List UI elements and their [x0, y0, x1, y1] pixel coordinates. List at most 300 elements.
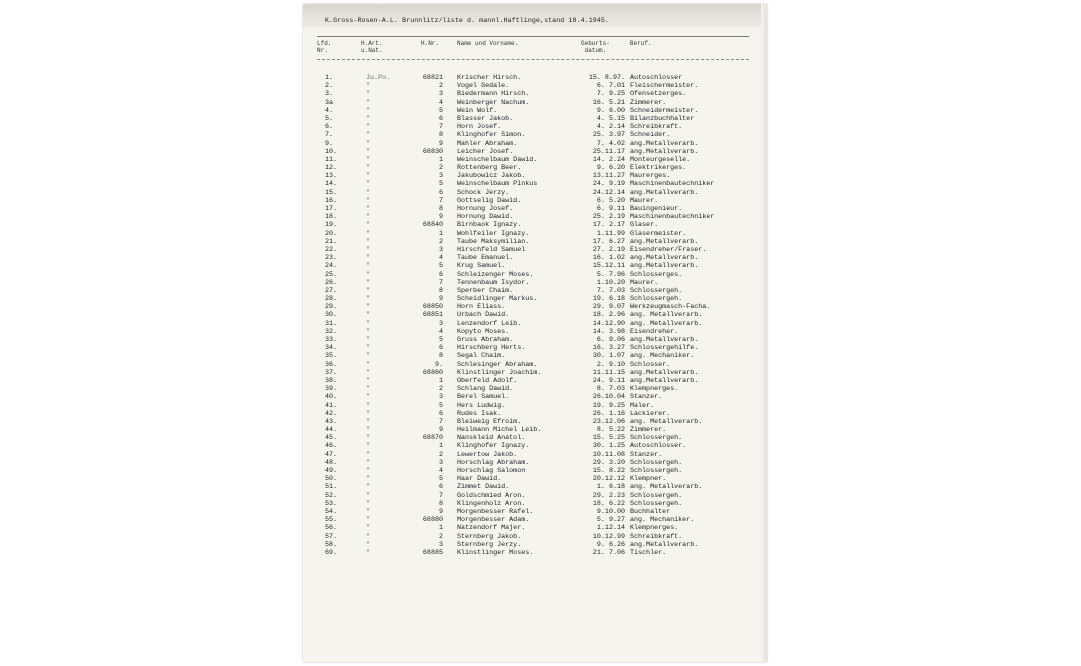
row-prisoner-number: 5 — [438, 475, 443, 484]
header-date: Geburts- datum. — [581, 40, 610, 54]
row-prisoner-number: 1 — [438, 376, 443, 385]
list-row — [303, 500, 767, 508]
row-number: 49. — [325, 467, 338, 475]
row-category: " — [366, 434, 371, 443]
row-birth-date: 14.12.90 — [592, 319, 625, 328]
row-birth-date: 1.11.99 — [596, 229, 625, 238]
row-category: " — [366, 319, 371, 328]
row-birth-date: 9. 6.00 — [596, 106, 625, 115]
row-name: Schlang Dawid. — [457, 385, 514, 394]
row-occupation: ang.Metallverarb. — [630, 147, 699, 156]
row-name: Jakubowicz Jakob. — [457, 172, 526, 181]
row-category: " — [366, 164, 371, 173]
row-birth-date: 4. 5.15 — [596, 114, 625, 123]
row-name: Goldschmied Aron. — [457, 491, 526, 500]
row-birth-date: 6. 7.01 — [596, 82, 625, 91]
row-prisoner-number: 3 — [438, 90, 443, 99]
row-birth-date: 25.11.17 — [592, 147, 625, 156]
row-prisoner-number: 8 — [438, 286, 443, 295]
row-birth-date: 13.11.27 — [592, 172, 625, 181]
row-number: 35. — [325, 352, 338, 361]
row-birth-date: 19. 6.18 — [592, 295, 625, 304]
list-row — [303, 221, 767, 229]
row-occupation: Maurer. — [630, 278, 659, 287]
row-category: " — [366, 458, 371, 467]
row-number: 42. — [325, 409, 338, 418]
row-birth-date: 14. 3.98 — [592, 327, 625, 336]
row-category: Ju.Po. — [366, 74, 391, 82]
header-name: Name und Vorname. — [457, 40, 519, 47]
row-category: " — [366, 524, 371, 533]
row-birth-date: 20.12.12 — [592, 475, 625, 484]
row-birth-date: 18. 2.96 — [592, 311, 625, 320]
row-number: 41. — [325, 401, 338, 410]
row-category: " — [366, 237, 371, 246]
row-category: " — [366, 393, 371, 402]
document-title: K.Gross-Rosen-A.L. Brunnlitz/liste d. mannl.Haftlinge,stand 18.4.1945. — [325, 17, 609, 24]
row-name: Haar Dawid. — [457, 475, 502, 484]
header-art: H.Art. u.Nat. — [361, 40, 383, 54]
row-name: Hornung Josef. — [457, 205, 514, 213]
row-name: Horn Eliass. — [457, 303, 506, 312]
row-name: Klinghofer Simon. — [457, 131, 526, 140]
row-category: " — [366, 98, 371, 107]
row-number: 46. — [325, 442, 338, 451]
row-category: " — [366, 376, 371, 385]
row-number: 44. — [325, 426, 338, 435]
list-row — [303, 524, 767, 532]
row-name: Morgenbesser Rafel. — [457, 507, 534, 516]
row-prisoner-number: 7 — [438, 196, 443, 205]
row-occupation: ang. Metallverarb. — [630, 311, 703, 320]
row-occupation: Stanzer. — [630, 393, 663, 402]
row-occupation: Schneidermeister. — [630, 106, 699, 115]
row-birth-date: 7. 7.03 — [596, 286, 625, 295]
list-row — [303, 180, 767, 188]
row-birth-date: 15.12.11 — [592, 262, 625, 271]
list-row — [303, 426, 767, 434]
row-number: 30. — [325, 311, 338, 320]
row-prisoner-number: 7 — [438, 123, 443, 132]
row-number: 21. — [325, 237, 338, 246]
row-prisoner-number: 4 — [438, 254, 443, 263]
row-occupation: ang. Mechaniker. — [630, 516, 695, 525]
row-occupation: Schlossergeh. — [630, 286, 683, 295]
row-occupation: Klempner. — [630, 475, 667, 484]
row-number: 32. — [325, 327, 338, 336]
list-row — [303, 451, 767, 459]
list-row — [303, 434, 767, 442]
row-category: " — [366, 409, 371, 418]
row-number: 53. — [325, 499, 338, 508]
row-number: 2. — [325, 82, 334, 91]
row-prisoner-number: 2 — [438, 237, 443, 246]
row-category: " — [366, 401, 371, 410]
row-number: 47. — [325, 450, 338, 459]
row-occupation: ang.Metallverarb. — [630, 139, 699, 148]
list-row — [303, 442, 767, 450]
row-birth-date: 9. 6.20 — [596, 164, 625, 173]
row-number: 58. — [325, 540, 338, 549]
row-prisoner-number: 4 — [438, 98, 443, 107]
row-category: " — [366, 155, 371, 164]
row-prisoner-number: 3 — [438, 319, 443, 328]
row-prisoner-number: 7 — [438, 278, 443, 287]
list-row — [303, 320, 767, 328]
row-occupation: Schneider. — [630, 131, 671, 140]
row-occupation: Schlossergeh. — [630, 434, 683, 443]
list-row — [303, 483, 767, 491]
list-row — [303, 459, 767, 467]
row-number: 15. — [325, 188, 338, 197]
row-number: 1. — [325, 74, 334, 82]
row-name: Sternberg Jakob. — [457, 532, 522, 541]
row-number: 43. — [325, 417, 338, 426]
row-name: Segal Chaim. — [457, 352, 506, 361]
row-prisoner-number: 2 — [438, 82, 443, 91]
row-birth-date: 17. 2.17 — [592, 221, 625, 230]
row-name: Krug Samuel. — [457, 262, 506, 271]
list-row — [303, 361, 767, 369]
row-name: Schleizenger Moses. — [457, 270, 534, 279]
row-name: Natzendorf Majer. — [457, 524, 526, 533]
list-row — [303, 156, 767, 164]
row-name: Morgenbesser Adam. — [457, 516, 530, 525]
row-category: " — [366, 229, 371, 238]
list-row — [303, 99, 767, 107]
row-name: Krischer Hirsch. — [457, 74, 522, 82]
row-prisoner-number: 8 — [438, 131, 443, 140]
row-birth-date: 30. 1.25 — [592, 442, 625, 451]
row-category: " — [366, 475, 371, 484]
row-prisoner-number: 9. — [434, 360, 443, 369]
row-number: 50. — [325, 475, 338, 484]
row-prisoner-number: 3 — [438, 458, 443, 467]
row-name: Hers Ludwig. — [457, 401, 506, 410]
row-category: " — [366, 147, 371, 156]
list-row — [303, 303, 767, 311]
row-birth-date: 1.12.14 — [596, 524, 625, 533]
list-row — [303, 295, 767, 303]
list-row — [303, 402, 767, 410]
row-name: Kopyto Moses. — [457, 327, 510, 336]
list-row — [303, 131, 767, 139]
row-category: " — [366, 213, 371, 222]
row-number: 31. — [325, 319, 338, 328]
row-category: " — [366, 262, 371, 271]
list-row — [303, 508, 767, 516]
row-category: " — [366, 327, 371, 336]
row-birth-date: 25. 2.19 — [592, 213, 625, 222]
row-category: " — [366, 114, 371, 123]
row-number: 39. — [325, 385, 338, 394]
row-number: 54. — [325, 507, 338, 516]
list-row — [303, 393, 767, 401]
row-birth-date: 8. 7.03 — [596, 385, 625, 394]
row-category: " — [366, 188, 371, 197]
row-name: Sperber Chaim. — [457, 286, 514, 295]
row-number: 56. — [325, 524, 338, 533]
row-prisoner-number: 5 — [438, 262, 443, 271]
row-birth-date: 25. 3.97 — [592, 131, 625, 140]
row-birth-date: 11.11.15 — [592, 368, 625, 377]
row-name: Bleiweig Efroim. — [457, 417, 522, 426]
row-category: " — [366, 491, 371, 500]
row-number: 16. — [325, 196, 338, 205]
row-name: Lewertow Jakob. — [457, 450, 518, 459]
row-category: " — [366, 303, 371, 312]
list-row — [303, 516, 767, 524]
row-name: Leicher Josef. — [457, 147, 514, 156]
row-name: Heilmann Michel Leib. — [457, 426, 542, 435]
row-name: Klinstlinger Joachim. — [457, 368, 542, 377]
row-birth-date: 29. 3.20 — [592, 458, 625, 467]
list-row — [303, 352, 767, 360]
row-occupation: Glaser. — [630, 221, 659, 230]
row-birth-date: 16. 3.27 — [592, 344, 625, 353]
row-name: Berel Samuel. — [457, 393, 510, 402]
row-occupation: Lackierer. — [630, 409, 671, 418]
row-occupation: ang. Mechaniker. — [630, 352, 695, 361]
row-birth-date: 23.12.06 — [592, 417, 625, 426]
row-occupation: Fleischermeister. — [630, 82, 699, 91]
row-prisoner-number: 68880 — [422, 516, 443, 525]
row-occupation: Schreibkraft. — [630, 532, 683, 541]
row-occupation: Schlossergeh. — [630, 467, 683, 475]
row-category: " — [366, 467, 371, 475]
prisoner-list — [303, 74, 767, 557]
row-number: 20. — [325, 229, 338, 238]
row-number: 69. — [325, 548, 338, 557]
row-birth-date: 2. 9.10 — [596, 360, 625, 369]
row-prisoner-number: 3 — [438, 245, 443, 254]
page-top-fold — [303, 4, 767, 28]
row-birth-date: 26.10.04 — [592, 393, 625, 402]
row-birth-date: 7. 4.02 — [596, 139, 625, 148]
row-prisoner-number: 6 — [438, 483, 443, 492]
row-occupation: Klempnerges. — [630, 524, 679, 533]
list-row — [303, 172, 767, 180]
list-row — [303, 279, 767, 287]
row-prisoner-number: 4 — [438, 467, 443, 475]
row-occupation: Maschinenbautechniker — [630, 213, 715, 222]
row-occupation: Elektrikerges. — [630, 164, 687, 173]
list-row — [303, 164, 767, 172]
row-name: Lenzendorf Leib. — [457, 319, 522, 328]
row-category: " — [366, 540, 371, 549]
row-number: 13. — [325, 172, 338, 181]
row-category: " — [366, 483, 371, 492]
row-prisoner-number: 68860 — [422, 368, 443, 377]
list-row — [303, 262, 767, 270]
row-name: Tennenbaum Isydor. — [457, 278, 530, 287]
row-category: " — [366, 507, 371, 516]
row-prisoner-number: 9 — [438, 507, 443, 516]
row-occupation: Bauingenieur. — [630, 205, 683, 213]
row-category: " — [366, 344, 371, 353]
row-prisoner-number: 2 — [438, 385, 443, 394]
row-number: 48. — [325, 458, 338, 467]
row-birth-date: 4. 2.14 — [596, 123, 625, 132]
row-birth-date: 16. 5.21 — [592, 98, 625, 107]
row-category: " — [366, 90, 371, 99]
row-occupation: Glasermeister. — [630, 229, 687, 238]
row-name: Taube Maksymilian. — [457, 237, 530, 246]
row-name: Vogel Gedale. — [457, 82, 510, 91]
row-number: 28. — [325, 295, 338, 304]
header-hnr: H.Nr. — [421, 40, 440, 47]
row-category: " — [366, 254, 371, 263]
list-row — [303, 369, 767, 377]
row-category: " — [366, 82, 371, 91]
list-row — [303, 492, 767, 500]
row-occupation: Zimmerer. — [630, 98, 667, 107]
row-occupation: Tischler. — [630, 548, 667, 557]
row-occupation: Monteurgeselle. — [630, 155, 691, 164]
row-birth-date: 30. 1.07 — [592, 352, 625, 361]
row-name: Hirschfeld Samuel — [457, 245, 526, 254]
list-row — [303, 271, 767, 279]
row-name: Klinstlinger Moses. — [457, 548, 534, 557]
row-birth-date: 6. 9.06 — [596, 336, 625, 344]
row-number: 14. — [325, 180, 338, 189]
row-prisoner-number: 68840 — [422, 221, 443, 230]
row-prisoner-number: 8 — [438, 499, 443, 508]
row-name: Hornung Dawid. — [457, 213, 514, 222]
row-number: 4. — [325, 106, 334, 115]
row-category: " — [366, 131, 371, 140]
row-number: 23. — [325, 254, 338, 263]
row-name: Weinberger Nachum. — [457, 98, 530, 107]
row-prisoner-number: 68885 — [422, 548, 443, 557]
list-row — [303, 311, 767, 319]
row-category: " — [366, 180, 371, 189]
list-row — [303, 140, 767, 148]
row-category: " — [366, 548, 371, 557]
list-row — [303, 74, 767, 82]
list-row — [303, 328, 767, 336]
row-category: " — [366, 311, 371, 320]
row-category: " — [366, 123, 371, 132]
row-occupation: Schlossergeh. — [630, 491, 683, 500]
list-row — [303, 107, 767, 115]
row-name: Urbach Dawid. — [457, 311, 510, 320]
row-prisoner-number: 3 — [438, 172, 443, 181]
row-number: 29. — [325, 303, 338, 312]
row-prisoner-number: 68821 — [422, 74, 443, 82]
row-name: Gruss Abraham. — [457, 336, 514, 344]
row-name: Biedermann Hirsch. — [457, 90, 530, 99]
row-birth-date: 27. 2.19 — [592, 245, 625, 254]
row-prisoner-number: 9 — [438, 295, 443, 304]
row-occupation: Schreibkraft. — [630, 123, 683, 132]
row-birth-date: 18. 6.22 — [592, 499, 625, 508]
row-birth-date: 24. 9.11 — [592, 376, 625, 385]
row-prisoner-number: 1 — [438, 155, 443, 164]
row-name: Mahler Abraham. — [457, 139, 518, 148]
row-name: Zimmet Dawid. — [457, 483, 510, 492]
row-number: 27. — [325, 286, 338, 295]
row-occupation: Ofensetzerges. — [630, 90, 687, 99]
row-birth-date: 1.10.20 — [596, 278, 625, 287]
row-name: Oberfeld Adolf. — [457, 376, 518, 385]
row-category: " — [366, 426, 371, 435]
row-name: Blasser Jakob. — [457, 114, 514, 123]
row-category: " — [366, 245, 371, 254]
row-occupation: Maschinenbautechniker — [630, 180, 715, 189]
row-category: " — [366, 295, 371, 304]
row-name: Sternberg Jerzy. — [457, 540, 522, 549]
row-name: Schock Jerzy. — [457, 188, 510, 197]
list-row — [303, 287, 767, 295]
row-number: 9. — [325, 139, 334, 148]
row-name: Hirschberg Herts. — [457, 344, 526, 353]
row-number: 10. — [325, 147, 338, 156]
row-number: 33. — [325, 336, 338, 344]
row-occupation: ang. Metallverarb. — [630, 483, 703, 492]
row-category: " — [366, 352, 371, 361]
row-occupation: Buchhalter — [630, 507, 671, 516]
row-occupation: ang. Metallverarb. — [630, 319, 703, 328]
list-row — [303, 418, 767, 426]
row-occupation: Stanzer. — [630, 450, 663, 459]
row-number: 38. — [325, 376, 338, 385]
row-birth-date: 5. 9.27 — [596, 516, 625, 525]
header-nr: Lfd. Nr. — [317, 40, 332, 54]
row-number: 12. — [325, 164, 338, 173]
row-prisoner-number: 7 — [438, 417, 443, 426]
list-row — [303, 230, 767, 238]
row-occupation: Maurerges. — [630, 172, 671, 181]
row-prisoner-number: 68850 — [422, 303, 443, 312]
row-name: Klingenholz Aron. — [457, 499, 526, 508]
page-edge-shadow — [761, 4, 767, 662]
row-prisoner-number: 8 — [438, 352, 443, 361]
row-prisoner-number: 2 — [438, 532, 443, 541]
row-name: Rottenberg Beer. — [457, 164, 522, 173]
row-category: " — [366, 450, 371, 459]
row-prisoner-number: 5 — [438, 401, 443, 410]
row-occupation: Maurer. — [630, 196, 659, 205]
row-occupation: Zimmerer. — [630, 426, 667, 435]
row-number: 25. — [325, 270, 338, 279]
row-category: " — [366, 278, 371, 287]
row-birth-date: 9. 6.26 — [596, 540, 625, 549]
row-prisoner-number: 9 — [438, 139, 443, 148]
row-prisoner-number: 2 — [438, 164, 443, 173]
row-birth-date: 1. 6.18 — [596, 483, 625, 492]
row-number: 51. — [325, 483, 338, 492]
list-row — [303, 336, 767, 344]
row-number: 11. — [325, 155, 338, 164]
row-name: Horschlag Abraham. — [457, 458, 530, 467]
row-number: 55. — [325, 516, 338, 525]
row-birth-date: 26. 1.16 — [592, 409, 625, 418]
row-prisoner-number: 9 — [438, 426, 443, 435]
row-category: " — [366, 172, 371, 181]
row-prisoner-number: 6 — [438, 270, 443, 279]
row-number: 5. — [325, 114, 334, 123]
row-occupation: ang.Metallverarb. — [630, 254, 699, 263]
list-row — [303, 82, 767, 90]
row-birth-date: 24.12.14 — [592, 188, 625, 197]
row-number: 57. — [325, 532, 338, 541]
row-birth-date: 15. 5.25 — [592, 434, 625, 443]
row-category: " — [366, 336, 371, 344]
row-occupation: ang.Metallverarb. — [630, 540, 699, 549]
row-prisoner-number: 7 — [438, 491, 443, 500]
row-number: 26. — [325, 278, 338, 287]
